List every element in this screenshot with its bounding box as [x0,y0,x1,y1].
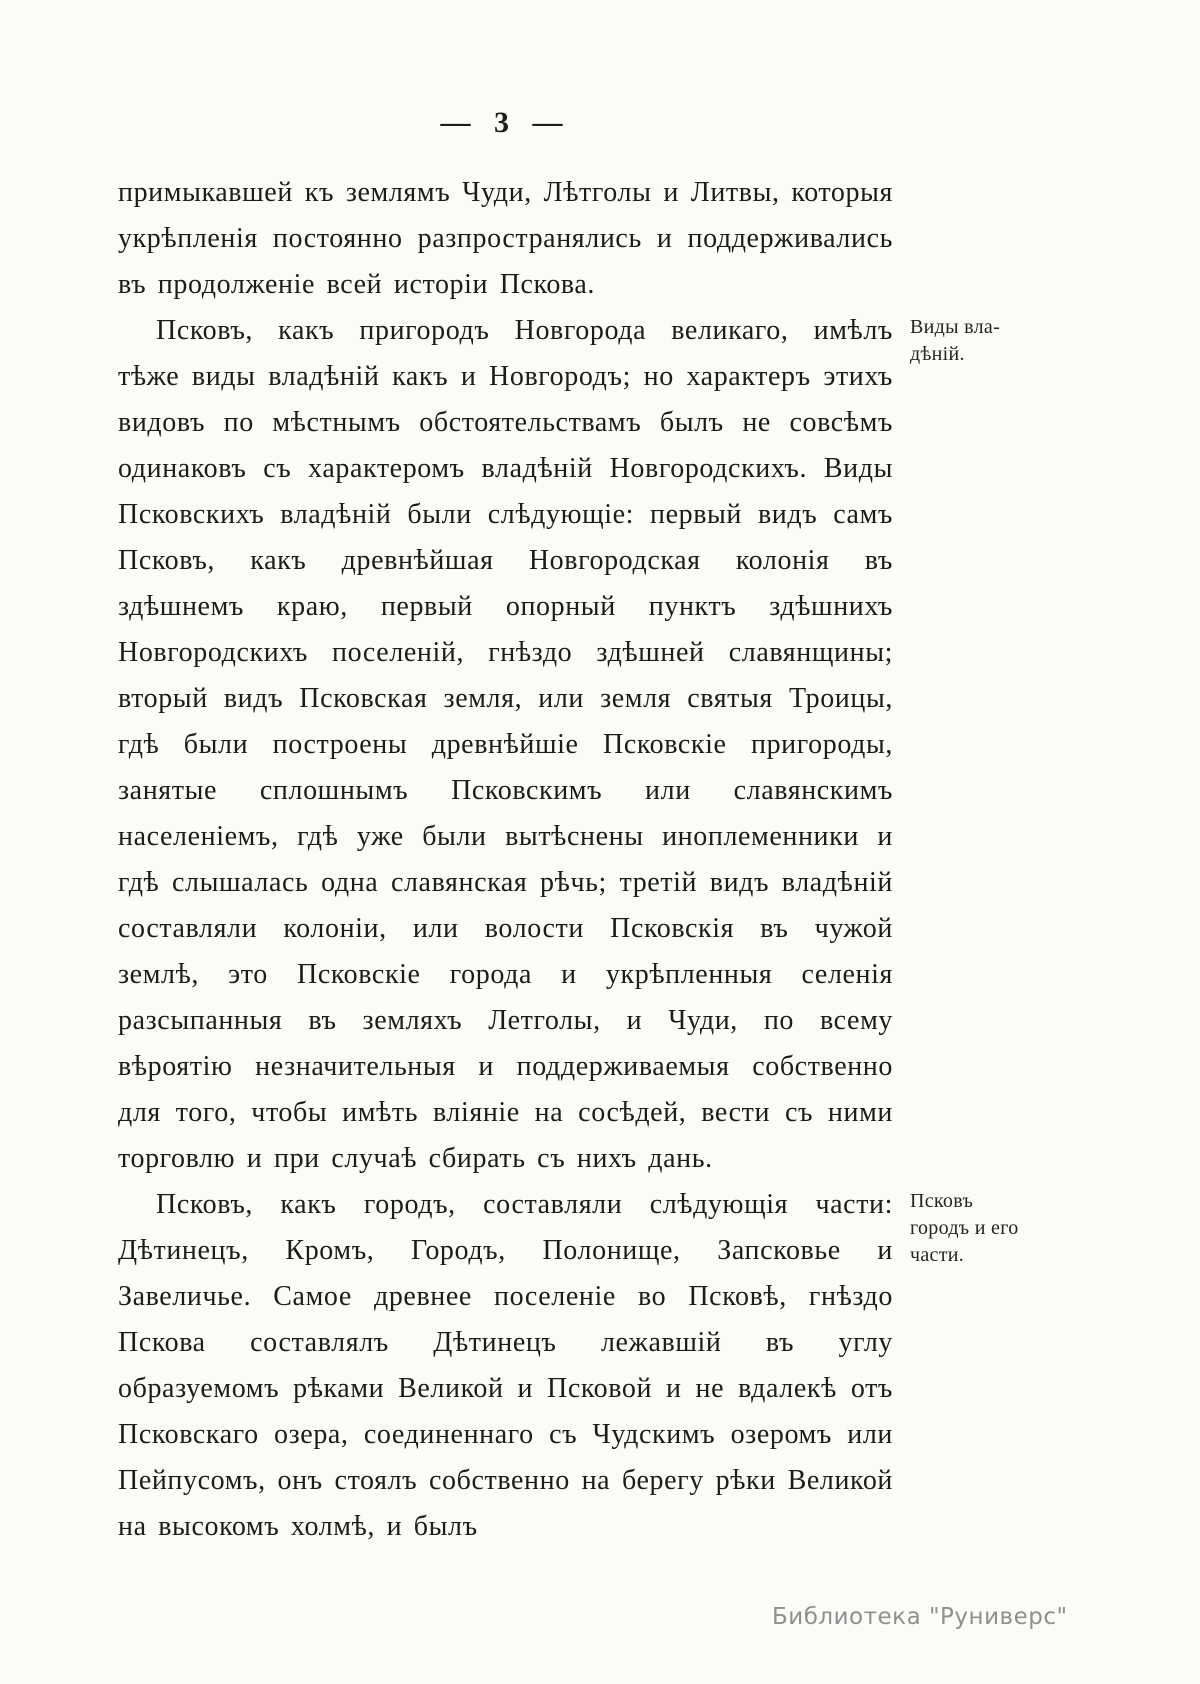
library-watermark: Библиотека "Руниверс" [772,1604,1068,1630]
text-block [118,170,1019,1550]
paragraph-row [118,1182,1019,1550]
paragraph: Псковъ, какъ городъ, составляли слѣдующія части: Дѣтинецъ, Кромъ, Городъ, Полонище, Запсковье и Завеличье. Самое древнее поселеніе во Псковѣ, гнѣздо Пскова составлялъ Дѣтинецъ лежавшій въ углу образуемомъ рѣками Великой и Псковой и не вдалекѣ отъ Псковскаго озера, соединеннаго съ Чудскимъ озеромъ или Пейпусомъ, онъ стоялъ собственно на берегу рѣки Великой на высокомъ холмѣ, и былъ [118,1189,893,1542]
paragraph: примыкавшей къ землямъ Чуди, Лѣтголы и Литвы, которыя укрѣпленія постоянно разпространялись и поддерживались въ продолженіе всей исторіи Пскова. [118,177,893,300]
paragraph-row [118,170,893,308]
paragraph: Псковъ, какъ пригородъ Новгорода великаго, имѣлъ тѣже виды владѣній какъ и Новгородъ; но характеръ этихъ видовъ по мѣстнымъ обстоятельствамъ былъ не совсѣмъ одинаковъ съ характеромъ владѣній Новгородскихъ. Виды Псковскихъ владѣній были слѣдующіе: первый видъ самъ Псковъ, какъ древнѣйшая Новгородская колонія въ здѣшнемъ краю, первый опорный пунктъ здѣшнихъ Новгородскихъ поселеній, гнѣздо здѣшней славянщины; вторый видъ Псковская земля, или земля святыя Троицы, гдѣ были построены древнѣйшіе Псковскіе пригороды, занятые сплошнымъ Псковскимъ или славянскимъ населеніемъ, гдѣ уже были вытѣснены иноплеменники и гдѣ слышалась одна славянская рѣчь; третій видъ владѣній составляли колоніи, или волости Псковскія въ чужой землѣ, это Псковскіе города и укрѣпленныя селенія разсыпанныя въ земляхъ Летголы, и Чуди, по всему вѣроятію незначительныя и поддерживаемыя собственно для того, чтобы имѣть вліяніе на сосѣдей, вести съ ними торговлю и при случаѣ сбирать съ нихъ дань. [118,315,893,1174]
page-number: — 3 — [440,106,571,139]
margin-note: Псковъ городъ и его части. [910,1190,1019,1266]
margin-note: Виды вла-дѣній. [910,316,1001,365]
paragraph-row [118,308,1001,1182]
